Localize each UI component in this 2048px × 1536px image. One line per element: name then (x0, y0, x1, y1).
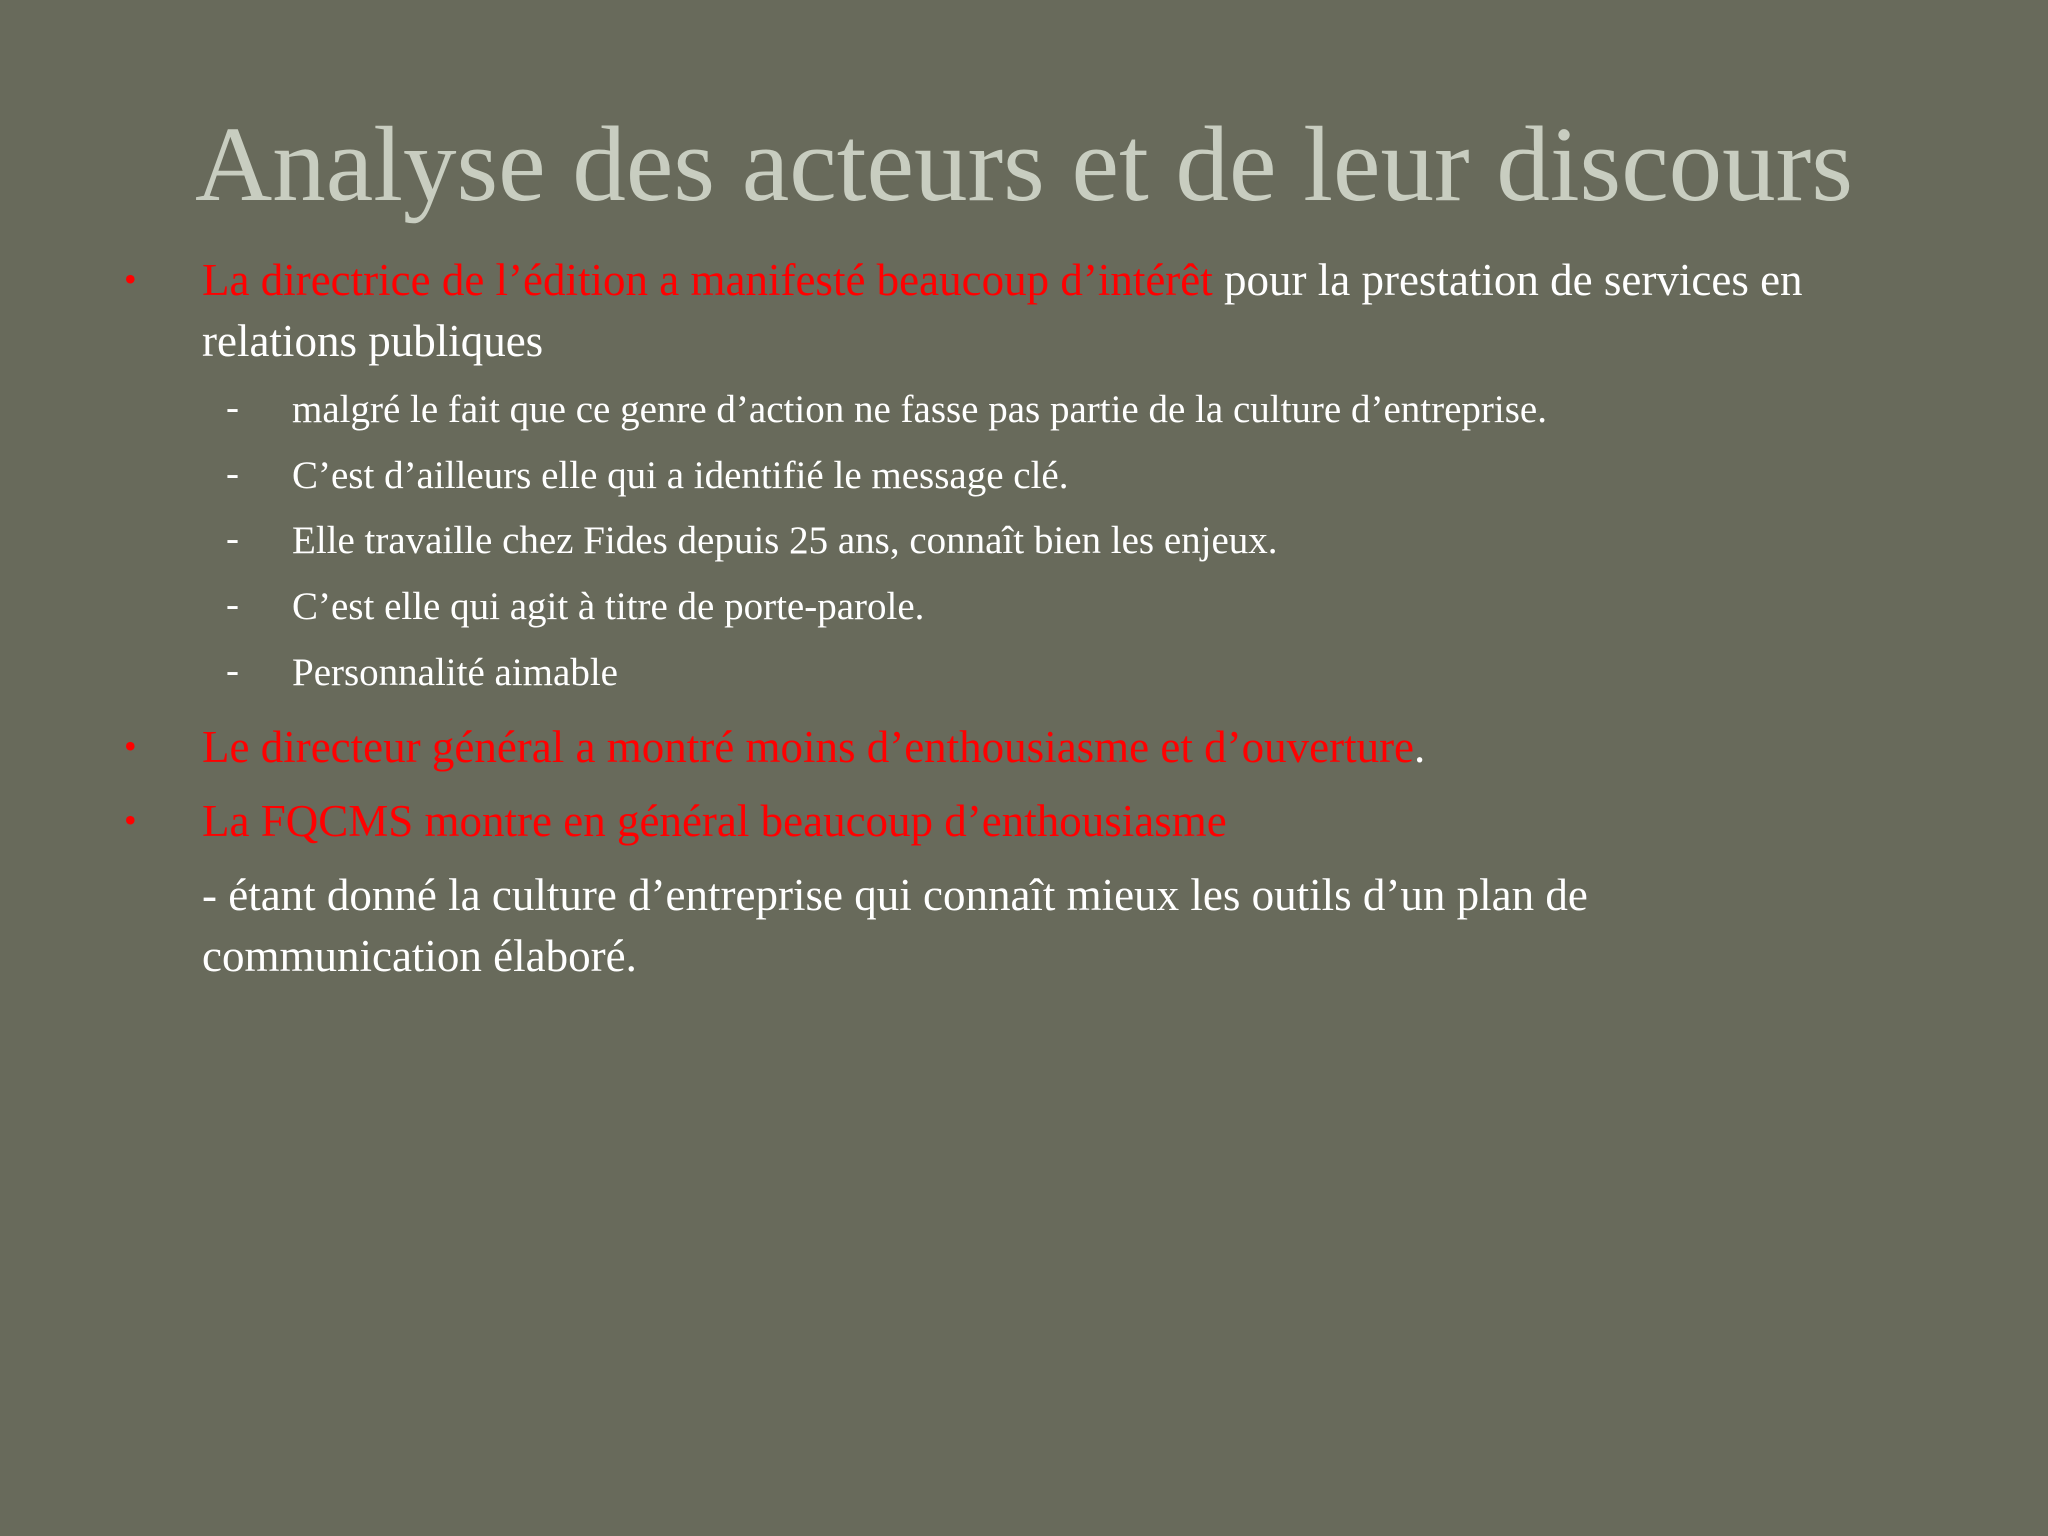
sub-item-text-2: C’est d’ailleurs elle qui a identifié le message clé. (292, 454, 1069, 497)
sub-item-text-5: Personnalité aimable (292, 651, 618, 694)
dash-icon: - (226, 452, 239, 495)
slide-title: Analyse des acteurs et de leur discours (195, 106, 1853, 224)
dash-icon: - (226, 583, 239, 626)
sub-item-text-3: Elle travaille chez Fides depuis 25 ans, connaît bien les enjeux. (292, 519, 1278, 562)
sub-item-text-4: C’est elle qui agit à titre de porte-parole. (292, 585, 925, 628)
dash-icon: - (226, 649, 239, 692)
bullet-text-3 (202, 791, 1842, 852)
bullet-rest-1: pour la prestation de services en relations publiques (202, 255, 1803, 366)
bullet-icon: • (124, 259, 137, 299)
bullet-rest-2: . (1414, 722, 1426, 772)
dash-icon: - (226, 386, 239, 429)
bullet-text-1 (202, 250, 1842, 372)
bullet-text-2 (202, 717, 1842, 778)
bullet-icon: • (124, 726, 137, 766)
bullet-icon: • (124, 800, 137, 840)
bullet-highlight-2: Le directeur général a montré moins d’enthousiasme et d’ouverture (202, 722, 1415, 772)
dash-icon: - (226, 517, 239, 560)
bullet-highlight-1: La directrice de l’édition a manifesté beaucoup d’intérêt (202, 255, 1213, 305)
bullet-highlight-3: La FQCMS montre en général beaucoup d’enthousiasme (202, 796, 1227, 846)
closing-paragraph: - étant donné la culture d’entreprise qui connaît mieux les outils d’un plan de communication élaboré. (202, 870, 1588, 981)
sub-item-text-1: malgré le fait que ce genre d’action ne fasse pas partie de la culture d’entreprise. (292, 388, 1547, 431)
